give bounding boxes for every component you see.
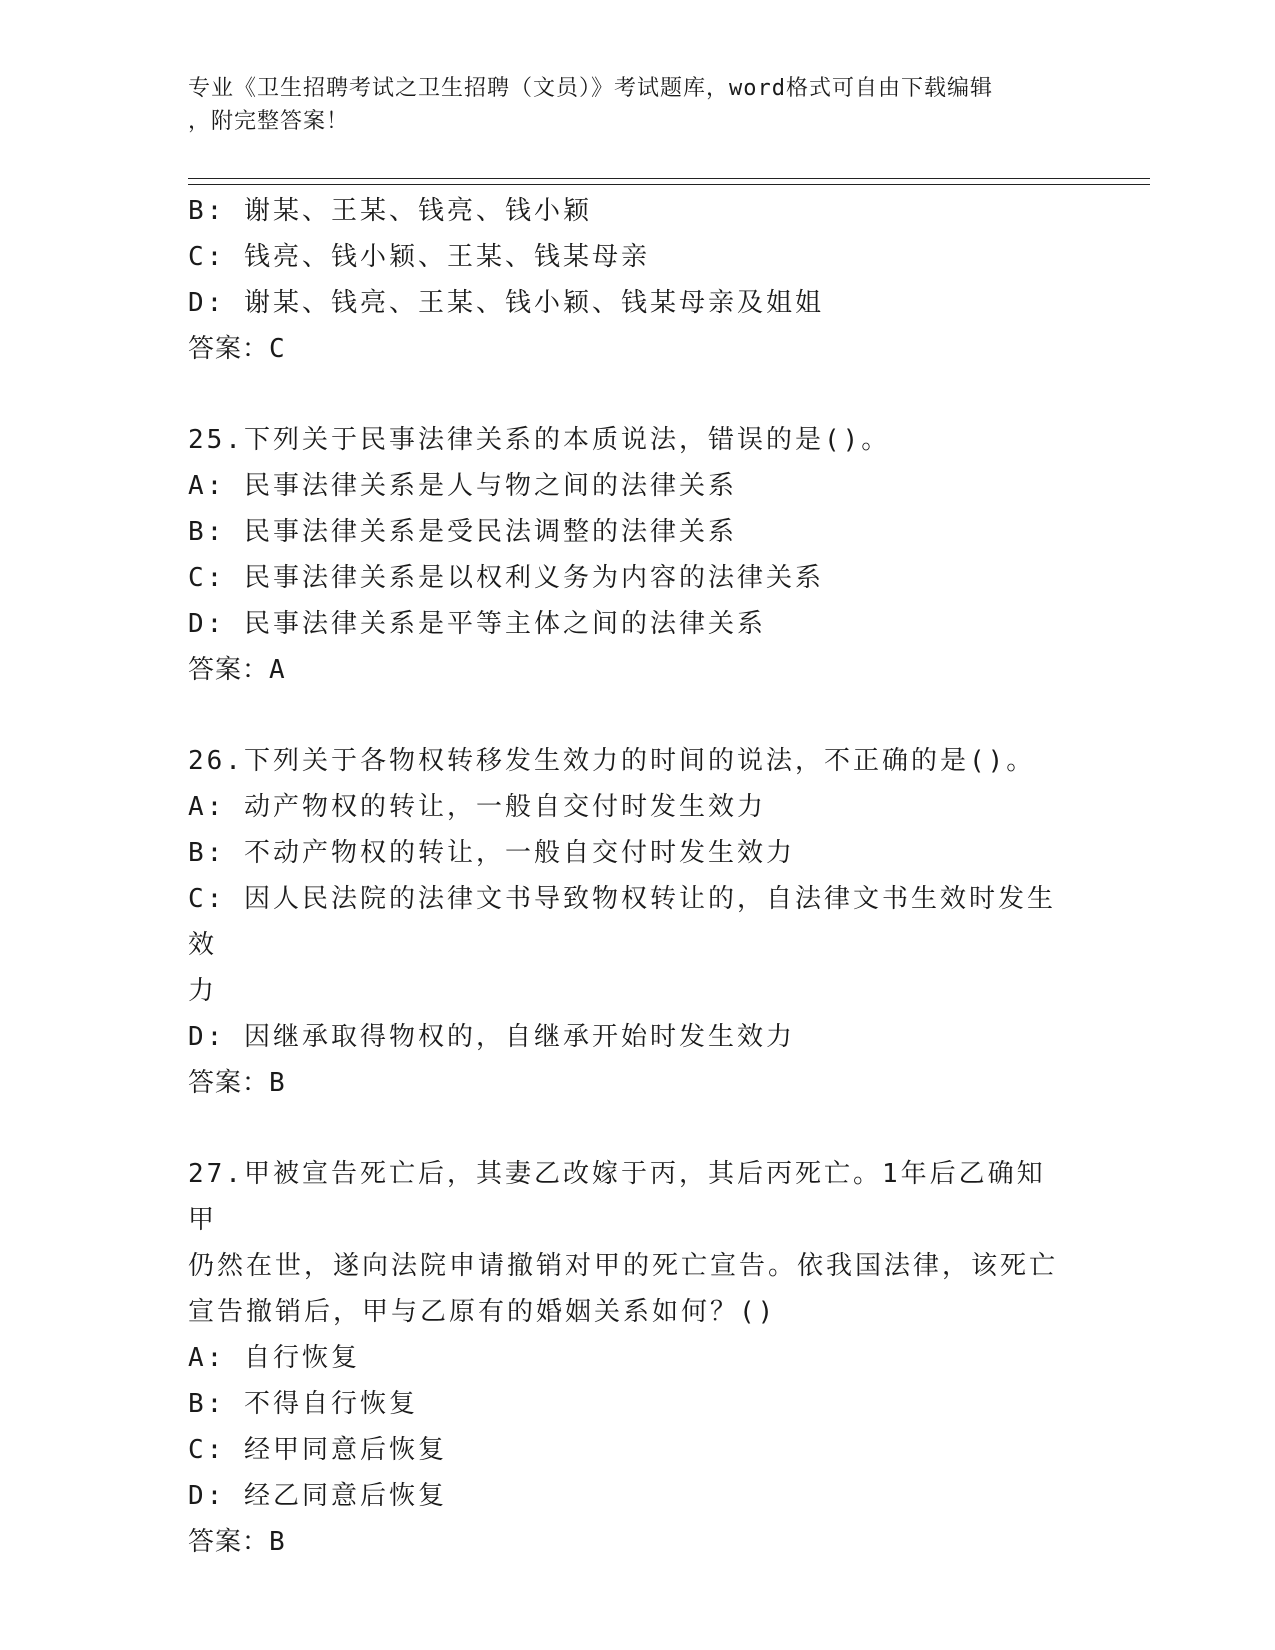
option-b: B: 民事法律关系是受民法调整的法律关系 xyxy=(188,517,737,547)
answer: 答案：B xyxy=(188,1068,286,1098)
question-stem-line-3: 宣告撤销后，甲与乙原有的婚姻关系如何？() xyxy=(188,1297,777,1327)
answer: 答案：C xyxy=(188,334,286,364)
header-divider-bottom xyxy=(188,184,1150,185)
question-stem: 27.甲被宣告死亡后，其妻乙改嫁于丙，其后丙死亡。1年后乙确知甲 xyxy=(188,1159,1046,1235)
answer: 答案：B xyxy=(188,1527,286,1557)
option-d: D: 民事法律关系是平等主体之间的法律关系 xyxy=(188,609,766,639)
header-divider-top xyxy=(188,178,1150,179)
question-stem-line-2: 仍然在世，遂向法院申请撤销对甲的死亡宣告。依我国法律，该死亡 xyxy=(188,1251,1059,1281)
option-c: C: 民事法律关系是以权利义务为内容的法律关系 xyxy=(188,563,824,593)
question-stem: 26.下列关于各物权转移发生效力的时间的说法，不正确的是()。 xyxy=(188,746,1036,776)
question-25 xyxy=(188,417,1068,693)
option-a: A: 自行恢复 xyxy=(188,1343,360,1373)
option-c: C: 因人民法院的法律文书导致物权转让的，自法律文书生效时发生效 xyxy=(188,884,1056,960)
question-24-continuation xyxy=(188,188,1068,372)
option-d: D: 谢某、钱亮、王某、钱小颖、钱某母亲及姐姐 xyxy=(188,288,824,318)
option-c: C: 经甲同意后恢复 xyxy=(188,1435,447,1465)
option-d: D: 因继承取得物权的，自继承开始时发生效力 xyxy=(188,1022,795,1052)
question-27 xyxy=(188,1151,1068,1565)
option-b: B: 谢某、王某、钱亮、钱小颖 xyxy=(188,196,592,226)
question-content xyxy=(188,188,1068,1565)
option-b: B: 不动产物权的转让，一般自交付时发生效力 xyxy=(188,838,795,868)
question-26 xyxy=(188,738,1068,1106)
option-a: A: 民事法律关系是人与物之间的法律关系 xyxy=(188,471,737,501)
answer: 答案：A xyxy=(188,655,286,685)
option-c: C: 钱亮、钱小颖、王某、钱某母亲 xyxy=(188,242,650,272)
header-line-2: ，附完整答案！ xyxy=(188,109,350,134)
option-c-continued: 力 xyxy=(188,976,218,1006)
option-d: D: 经乙同意后恢复 xyxy=(188,1481,447,1511)
option-b: B: 不得自行恢复 xyxy=(188,1389,418,1419)
question-stem: 25.下列关于民事法律关系的本质说法，错误的是()。 xyxy=(188,425,891,455)
document-header xyxy=(188,72,1088,138)
option-a: A: 动产物权的转让，一般自交付时发生效力 xyxy=(188,792,766,822)
header-line-1: 专业《卫生招聘考试之卫生招聘（文员）》考试题库，word格式可自由下载编辑 xyxy=(188,76,993,101)
